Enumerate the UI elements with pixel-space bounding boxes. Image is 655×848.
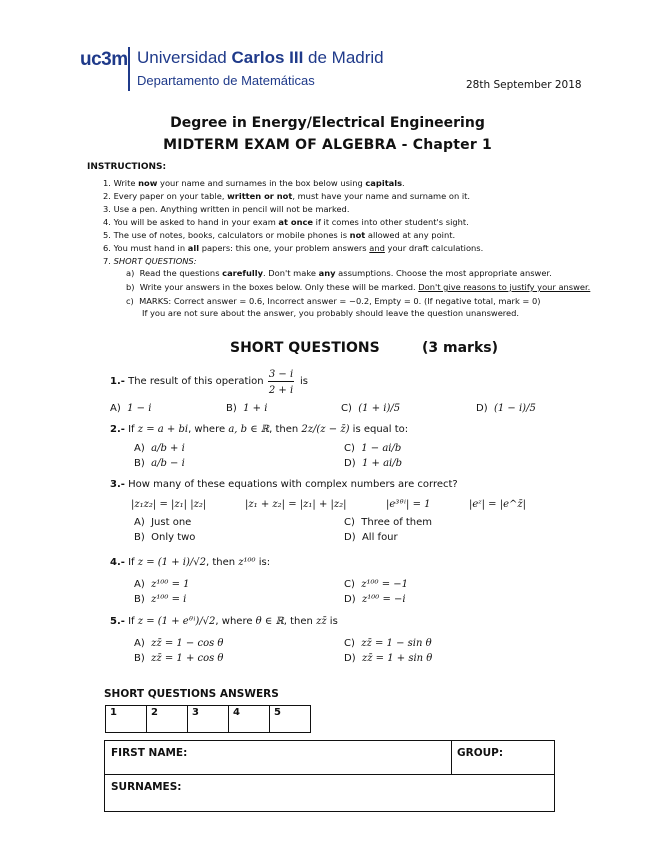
student-info-divider	[104, 774, 555, 775]
instruction-item: 1. Write now your name and surnames in the box below using capitals.	[103, 178, 405, 188]
q1-option-a[interactable]: A) 1 − i	[110, 403, 152, 414]
question-2: 2.- If z = a + bi, where a, b ∈ ℝ, then 2z/(z − z̄) is equal to:	[110, 424, 409, 435]
instruction-item: 4. You will be asked to hand in your exam at once if it comes into other student's sight.	[103, 217, 469, 227]
instruction-subitem-note: If you are not sure about the answer, you probably should leave the question unanswered.	[142, 308, 520, 318]
q4-option-a[interactable]: A) z¹⁰⁰ = 1	[134, 579, 190, 590]
q4-option-d[interactable]: D) z¹⁰⁰ = −i	[344, 594, 406, 605]
instructions-heading: INSTRUCTIONS:	[87, 162, 167, 172]
department-name: Departamento de Matemáticas	[137, 73, 315, 88]
instruction-item: 7. SHORT QUESTIONS:	[103, 256, 197, 266]
instruction-item: 3. Use a pen. Anything written in pencil will not be marked.	[103, 204, 350, 214]
q3-option-c[interactable]: C) Three of them	[344, 517, 433, 528]
q4-option-c[interactable]: C) z¹⁰⁰ = −1	[344, 579, 409, 590]
instruction-item: 6. You must hand in all papers: this one, your problem answers and your draft calculations.	[103, 243, 484, 253]
q3-option-d[interactable]: D) All four	[344, 532, 398, 543]
group-divider	[451, 740, 452, 774]
q3-option-a[interactable]: A) Just one	[134, 517, 192, 528]
fraction-numerator: 3 − i	[268, 369, 294, 380]
group-field[interactable]: GROUP:	[457, 747, 504, 759]
answers-heading: SHORT QUESTIONS ANSWERS	[104, 688, 279, 700]
q5-option-a[interactable]: A) zz̄ = 1 − cos θ	[134, 638, 224, 649]
q5-option-b[interactable]: B) zz̄ = 1 + cos θ	[134, 653, 224, 664]
exam-title: MIDTERM EXAM OF ALGEBRA - Chapter 1	[163, 137, 492, 153]
instruction-subitem: c) MARKS: Correct answer = 0.6, Incorrect answer = −0.2, Empty = 0. (If negative total, mark = 0)	[126, 296, 541, 306]
logo-uc3m: uc3m	[80, 49, 128, 70]
q3-equation-4: |eᶻ| = |e^z̄|	[469, 499, 527, 510]
question-1-tail: is	[300, 376, 308, 387]
logo-divider	[128, 47, 130, 91]
answer-box-2[interactable]: 2	[147, 706, 188, 733]
q3-equation-2: |z₁ + z₂| = |z₁| + |z₂|	[245, 499, 347, 510]
answer-box-4[interactable]: 4	[229, 706, 270, 733]
answers-grid	[105, 705, 311, 733]
q1-option-d[interactable]: D) (1 − i)/5	[476, 403, 536, 414]
answer-box-3[interactable]: 3	[188, 706, 229, 733]
question-4: 4.- If z = (1 + i)/√2, then z¹⁰⁰ is:	[110, 557, 271, 568]
q2-option-b[interactable]: B) a/b − i	[134, 458, 185, 469]
q3-equation-3: |e³ᶿⁱ| = 1	[386, 499, 431, 510]
instruction-item: 5. The use of notes, books, calculators or mobile phones is not allowed at any point.	[103, 230, 456, 240]
fraction-denominator: 2 + i	[268, 385, 294, 396]
q2-option-d[interactable]: D) 1 + ai/b	[344, 458, 402, 469]
q1-option-b[interactable]: B) 1 + i	[226, 403, 268, 414]
answer-box-5[interactable]: 5	[270, 706, 311, 733]
question-5: 5.- If z = (1 + eᶿⁱ)/√2, where θ ∈ ℝ, then zz̄ is	[110, 616, 338, 627]
surnames-field[interactable]: SURNAMES:	[111, 781, 182, 793]
q2-option-c[interactable]: C) 1 − ai/b	[344, 443, 402, 454]
university-name: Universidad Carlos III de Madrid	[137, 48, 384, 67]
q3-equation-1: |z₁z₂| = |z₁| |z₂|	[131, 499, 207, 510]
instruction-item: 2. Every paper on your table, written or not, must have your name and surname on it.	[103, 191, 471, 201]
instruction-subitem: b) Write your answers in the boxes below. Only these will be marked. Don't give reasons to justify your answer.	[126, 282, 591, 292]
q5-option-c[interactable]: C) zz̄ = 1 − sin θ	[344, 638, 432, 649]
q1-option-c[interactable]: C) (1 + i)/5	[341, 403, 401, 414]
exam-date: 28th September 2018	[466, 79, 582, 91]
short-questions-marks: (3 marks)	[422, 340, 498, 356]
q4-option-b[interactable]: B) z¹⁰⁰ = i	[134, 594, 187, 605]
question-3: 3.- How many of these equations with complex numbers are correct?	[110, 479, 458, 490]
question-1: 1.- The result of this operation	[110, 376, 264, 387]
degree-title: Degree in Energy/Electrical Engineering	[170, 115, 485, 131]
q5-option-d[interactable]: D) zz̄ = 1 + sin θ	[344, 653, 433, 664]
q2-option-a[interactable]: A) a/b + i	[134, 443, 185, 454]
answer-box-1[interactable]: 1	[106, 706, 147, 733]
q3-option-b[interactable]: B) Only two	[134, 532, 196, 543]
first-name-field[interactable]: FIRST NAME:	[111, 747, 188, 759]
instruction-subitem: a) Read the questions carefully. Don't make any assumptions. Choose the most appropriate answer.	[126, 268, 552, 278]
short-questions-heading: SHORT QUESTIONS	[230, 340, 380, 356]
